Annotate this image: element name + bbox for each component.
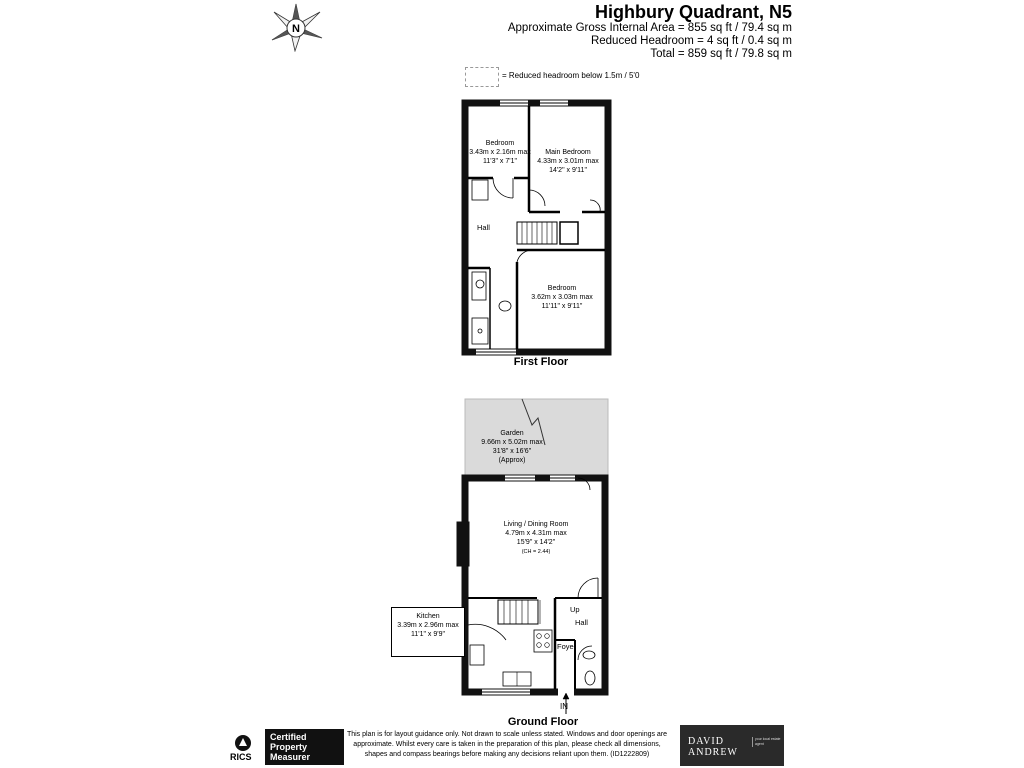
room-label-first-hall: Hall xyxy=(477,223,490,232)
stairs-up-label: Up xyxy=(570,605,580,614)
total-area-text: Total = 859 sq ft / 79.8 sq m xyxy=(650,48,792,60)
room-label-kitchen: Kitchen 3.39m x 2.96m max 11'1" x 9'9" xyxy=(397,613,459,638)
agent-name: DAVID ANDREW xyxy=(688,736,738,758)
room-label-garden: Garden 9.66m x 5.02m max 31'8" x 16'6" (Approx) xyxy=(481,430,543,464)
rics-logo-text: RICS xyxy=(230,752,252,762)
room-label-ground-hall: Hall xyxy=(575,618,588,627)
disclaimer-text: This plan is for layout guidance only. Not drawn to scale unless stated. Windows and door openings are approximate. Whilst every care is taken in the preparation of this plan, please check all dimensions, shapes and compass bearings before making any decisions reliant upon them. (ID1222809) xyxy=(346,731,668,758)
legend-label: = Reduced headroom below 1.5m / 5'0 xyxy=(502,71,640,80)
ground-floor-plan xyxy=(457,478,605,714)
agent-logo xyxy=(680,725,784,766)
entrance-label: IN xyxy=(560,702,568,711)
reduced-headroom-text: Reduced Headroom = 4 sq ft / 0.4 sq m xyxy=(590,35,792,47)
gross-area-text: Approximate Gross Internal Area = 855 sq ft / 79.4 sq m xyxy=(507,22,792,34)
room-label-bedroom-2: Bedroom 3.43m x 2.16m max 11'3" x 7'1" xyxy=(469,140,531,165)
property-title: Highbury Quadrant, N5 xyxy=(594,2,792,22)
room-label-main-bedroom: Main Bedroom 4.33m x 3.01m max 14'2" x 9'11" xyxy=(537,149,599,174)
room-label-foyer: Foyer xyxy=(557,642,577,651)
rics-crest-icon xyxy=(233,733,253,753)
compass-letter: N xyxy=(292,23,300,35)
certified-property-measurer-badge: Certified Property Measurer xyxy=(265,729,344,765)
agent-tagline: your local estate agent xyxy=(752,737,783,747)
first-floor-label: First Floor xyxy=(513,356,569,368)
ground-floor-label: Ground Floor xyxy=(507,716,579,728)
room-label-bedroom-3: Bedroom 3.62m x 3.03m max 11'11" x 9'11" xyxy=(531,285,593,310)
room-label-living-dining: Living / Dining Room 4.79m x 4.31m max 15'9" x 14'2" (CH = 2.44) xyxy=(503,521,569,555)
